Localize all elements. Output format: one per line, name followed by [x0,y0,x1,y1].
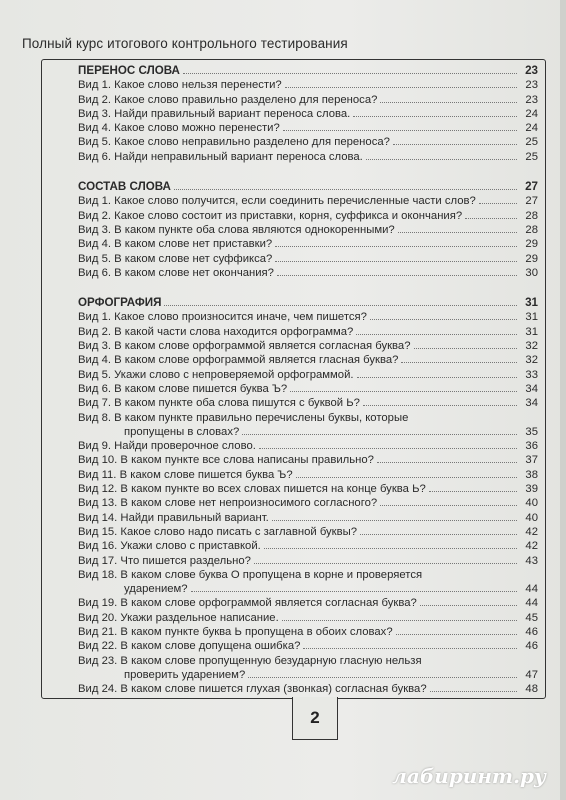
section-page: 23 [525,64,538,77]
entry-text: Вид 15. Какое слово надо писать с заглавной буквы? [78,525,358,538]
entry-page: 24 [525,122,538,135]
running-head: Полный курс итогового контрольного тестирования [22,36,348,51]
entry-text: Вид 11. В каком слове пишется буква Ъ? [78,468,293,481]
entry-page: 28 [525,223,538,236]
dot-leader [357,377,517,378]
entry-text: Вид 1. Какое слово произносится иначе, чем пишется? [78,311,367,324]
toc-entry [78,425,538,439]
entry-text: Вид 20. Укажи раздельное написание. [78,611,279,624]
entry-text: Вид 8. В каком пункте правильно перечислены буквы, которые [78,411,409,424]
entry-page: 23 [525,93,538,106]
table-of-contents [78,64,538,696]
entry-text: Вид 1. Какое слово получится, если соединить перечисленные части слов? [78,195,476,208]
toc-section-heading [78,64,538,78]
toc-entry [78,611,538,625]
toc-entry [78,482,538,496]
dot-leader [370,319,517,320]
dot-leader [183,73,517,74]
entry-page: 35 [525,425,538,438]
watermark-logo: лабиринт.ру [392,764,546,788]
entry-page: 44 [525,583,538,596]
entry-text: ударением? [124,583,188,596]
entry-page: 33 [525,368,538,381]
entry-text: Вид 1. Какое слово нельзя перенести? [78,79,282,92]
entry-text: Вид 12. В каком пункте во всех словах пишется на конце буква Ь? [78,483,426,496]
dot-leader [429,491,517,492]
entry-page: 39 [525,483,538,496]
toc-entry [78,339,538,353]
toc-entry [78,150,538,164]
entry-text: Вид 14. Найди правильный вариант. [78,511,269,524]
entry-page: 30 [525,266,538,279]
entry-text: Вид 24. В каком слове пишется глухая (звонкая) согласная буква? [78,683,427,696]
entry-page: 32 [525,340,538,353]
entry-page: 31 [525,311,538,324]
toc-entry [78,554,538,568]
entry-text: Вид 16. Укажи слово с приставкой. [78,540,261,553]
page-binding-edge [560,0,566,800]
dot-leader [380,505,517,506]
entry-page: 36 [525,440,538,453]
entry-page: 25 [525,150,538,163]
entry-page: 47 [525,668,538,681]
dot-leader [401,362,517,363]
dot-leader [380,102,517,103]
dot-leader [164,305,517,306]
entry-page: 34 [525,397,538,410]
entry-page: 25 [525,136,538,149]
toc-entry [78,135,538,149]
entry-page: 29 [525,252,538,265]
toc-entry [78,252,538,266]
entry-page: 40 [525,511,538,524]
dot-leader [283,130,517,131]
dot-leader [366,159,517,160]
toc-section-heading [78,180,538,194]
dot-leader [272,520,517,521]
dot-leader [479,203,517,204]
entry-page: 28 [525,209,538,222]
entry-text: Вид 10. В каком пункте все слова написаны правильно? [78,454,374,467]
toc-entry [78,325,538,339]
dot-leader [254,563,517,564]
entry-text: Вид 5. Укажи слово с непроверяемой орфограммой. [78,368,354,381]
toc-entry [78,107,538,121]
dot-leader [285,87,517,88]
entry-text: Вид 4. В каком слове нет приставки? [78,238,273,251]
dot-leader [277,275,517,276]
entry-text: Вид 21. В каком пункте буква Ь пропущена в обоих словах? [78,625,393,638]
entry-page: 40 [525,497,538,510]
dot-leader [275,261,517,262]
entry-page: 27 [525,195,538,208]
dot-leader [363,405,517,406]
dot-leader [174,189,517,190]
entry-text: Вид 18. В каком слове буква О пропущена в корне и проверяется [78,568,423,581]
section-page: 27 [525,180,538,194]
entry-text: Вид 17. Что пишется раздельно? [78,554,251,567]
toc-entry [78,511,538,525]
page-number: 2 [310,708,320,727]
toc-entry [78,496,538,510]
entry-page: 46 [525,640,538,653]
entry-text: Вид 3. В каком слове орфограммой является согласная буква? [78,340,411,353]
dot-leader [356,334,517,335]
toc-entry [78,682,538,696]
toc-entry [78,209,538,223]
entry-page: 31 [525,325,538,338]
page-number-box [292,697,338,740]
toc-entry [78,468,538,482]
toc-entry [78,368,538,382]
toc-entry [78,382,538,396]
entry-page: 45 [525,611,538,624]
entry-text: Вид 19. В каком слове орфограммой является согласная буква? [78,597,417,610]
dot-leader [264,548,517,549]
entry-page: 46 [525,625,538,638]
toc-entry [78,223,538,237]
dot-leader [248,677,517,678]
dot-leader [465,218,517,219]
toc-entry [78,568,538,582]
dot-leader [353,116,517,117]
toc-entry [78,411,538,425]
dot-leader [191,591,517,592]
entry-text: Вид 7. В каком пункте оба слова пишутся с буквой Ь? [78,397,360,410]
entry-text: Вид 4. В каком слове орфограммой является гласная буква? [78,354,399,367]
dot-leader [430,691,517,692]
toc-entry [78,525,538,539]
entry-text: Вид 3. В каком пункте оба слова являются однокоренными? [78,223,395,236]
dot-leader [242,434,517,435]
dot-leader [396,634,517,635]
toc-entry [78,596,538,610]
section-gap [78,164,538,180]
toc-entry [78,353,538,367]
section-title: ОРФОГРАФИЯ [78,296,162,310]
entry-text: Вид 2. В какой части слова находится орфограмма? [78,325,354,338]
dot-leader [275,246,517,247]
dot-leader [393,144,517,145]
toc-entry [78,310,538,324]
dot-leader [398,232,517,233]
dot-leader [259,448,517,449]
entry-text: Вид 13. В каком слове нет непроизносимого согласного? [78,497,378,510]
entry-text: проверить ударением? [124,668,246,681]
dot-leader [303,648,517,649]
entry-text: Вид 9. Найди проверочное слово. [78,440,256,453]
dot-leader [377,462,517,463]
toc-entry [78,266,538,280]
entry-text: Вид 6. Найди неправильный вариант переноса слова. [78,150,363,163]
toc-entry [78,121,538,135]
entry-page: 24 [525,107,538,120]
entry-text: Вид 6. В каком слове пишется буква Ъ? [78,382,288,395]
toc-entry [78,668,538,682]
entry-page: 29 [525,238,538,251]
section-title: СОСТАВ СЛОВА [78,180,171,194]
toc-entry [78,194,538,208]
toc-entry [78,93,538,107]
entry-text: Вид 2. Какое слово правильно разделено для переноса? [78,93,378,106]
entry-page: 42 [525,540,538,553]
section-gap [78,280,538,296]
entry-text: Вид 5. Какое слово неправильно разделено для переноса? [78,136,390,149]
toc-entry [78,582,538,596]
entry-text: Вид 5. В каком слове нет суффикса? [78,252,273,265]
section-page: 31 [525,296,538,310]
dot-leader [360,534,517,535]
dot-leader [290,391,517,392]
entry-page: 43 [525,554,538,567]
entry-page: 34 [525,382,538,395]
toc-entry [78,639,538,653]
entry-page: 37 [525,454,538,467]
dot-leader [414,348,518,349]
section-title: ПЕРЕНОС СЛОВА [78,64,180,77]
entry-page: 42 [525,525,538,538]
toc-entry [78,439,538,453]
dot-leader [420,605,517,606]
entry-page: 23 [525,79,538,92]
entry-page: 32 [525,354,538,367]
entry-text: Вид 22. В каком слове допущена ошибка? [78,640,301,653]
dot-leader [296,477,517,478]
toc-entry [78,539,538,553]
entry-text: Вид 6. В каком слове нет окончания? [78,266,274,279]
entry-page: 38 [525,468,538,481]
toc-entry [78,78,538,92]
toc-entry [78,453,538,467]
toc-entry [78,654,538,668]
entry-text: Вид 23. В каком слове пропущенную безударную гласную нельзя [78,654,422,667]
entry-text: Вид 3. Найди правильный вариант переноса слова. [78,107,351,120]
toc-entry [78,396,538,410]
toc-entry [78,625,538,639]
toc-entry [78,237,538,251]
entry-text: пропущены в словах? [124,425,240,438]
entry-page: 44 [525,597,538,610]
entry-text: Вид 4. Какое слово можно перенести? [78,122,280,135]
entry-page: 48 [525,683,538,696]
toc-section-heading [78,296,538,310]
dot-leader [282,620,517,621]
entry-text: Вид 2. Какое слово состоит из приставки, корня, суффикса и окончания? [78,209,463,222]
